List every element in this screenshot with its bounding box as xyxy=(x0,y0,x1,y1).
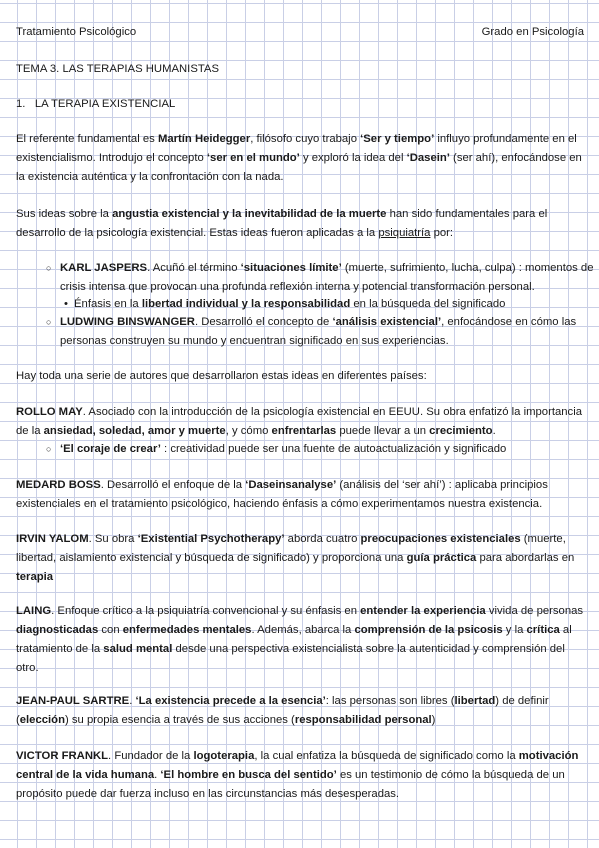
sub-item-jaspers: • Énfasis en la libertad individual y la responsabilidad en la búsqueda del significado xyxy=(16,295,599,314)
paragraph-medard-boss: MEDARD BOSS. Desarrolló el enfoque de la ‘Daseinsanalyse’ (análisis del ‘ser ahí’) : aplicaba principios existenciales en el tratamiento psicológico, haciendo énfasis a cómo experimentamos nuestra existencia. xyxy=(16,479,548,510)
list-item-binswanger: ○ LUDWING BINSWANGER. Desarrolló el concepto de ‘análisis existencial’, enfocándose en cómo las personas construyen su mundo y encuentran significado en sus experiencias. xyxy=(16,313,599,351)
paragraph-yalom: IRVIN YALOM. Su obra ‘Existential Psychotherapy’ aborda cuatro preocupaciones existenciales (muerte, libertad, aislamiento existencial y búsqueda de significado) y proporciona una guía práctica para abordarlas en terapia xyxy=(16,533,575,583)
page-header xyxy=(16,26,584,38)
topic-title: TEMA 3. LAS TERAPIAS HUMANISTAS xyxy=(16,63,219,75)
header-degree: Grado en Psicología xyxy=(481,26,584,38)
paragraph-angustia: Sus ideas sobre la angustia existencial y la inevitabilidad de la muerte han sido fundamentales para el desarrollo de la psicología existencial. Estas ideas fueron aplicadas a la psiquiatría por: xyxy=(16,208,548,239)
section-number: 1. xyxy=(16,98,26,110)
link-psiquiatria: psiquiatría xyxy=(378,227,431,239)
paragraph-heidegger: El referente fundamental es Martín Heidegger, filósofo cuyo trabajo ‘Ser y tiempo’ influyo profundamente en el existencialismo. Introdujo el concepto ‘ser en el mundo’ y exploró la idea del ‘Dasein’ (ser ahí), enfocándose en la existencia auténtica y la confrontación con la nada. xyxy=(16,133,582,183)
list-item-jaspers: ○ KARL JASPERS. Acuñó el término ‘situaciones límite’ (muerte, sufrimiento, lucha, culpa) : momentos de crisis intensa que provocan una profunda reflexión interna y potencial transformación personal. xyxy=(16,259,599,297)
paragraph-autores: Hay toda una serie de autores que desarrollaron estas ideas en diferentes países: xyxy=(16,370,427,382)
paragraph-rollo-may: ROLLO MAY. Asociado con la introducción de la psicología existencial en EEUU. Su obra enfatizó la importancia de la ansiedad, soledad, amor y muerte, y cómo enfrentarlas puede llevar a un crecimiento. xyxy=(16,406,582,437)
section-heading xyxy=(16,95,584,114)
header-subject: Tratamiento Psicológico xyxy=(16,26,137,38)
section-title: LA TERAPIA EXISTENCIAL xyxy=(34,98,176,110)
sub-item-rollo-may: ○ ‘El coraje de crear’ : creatividad puede ser una fuente de autoactualización y significado xyxy=(16,440,599,459)
paragraph-laing: LAING. Enfoque crítico a la psiquiatría convencional y su énfasis en entender la experiencia vivida de personas diagnosticadas con enfermedades mentales. Además, abarca la comprensión de la psicosis y la crítica al tratamiento de la salud mental desde una perspectiva existencialista sobre la autenticidad y comprensión del otro. xyxy=(16,605,584,674)
paragraph-sartre: JEAN-PAUL SARTRE. ‘La existencia precede a la esencia’: las personas son libres (libertad) de definir (elección) su propia esencia a través de sus acciones (responsabilidad personal) xyxy=(16,695,549,726)
paragraph-frankl: VICTOR FRANKL. Fundador de la logoterapia, la cual enfatiza la búsqueda de significado como la motivación central de la vida humana. ‘El hombre en busca del sentido’ es un testimonio de cómo la búsqueda de un propósito puede dar fuerza incluso en las circunstancias más desesperadas. xyxy=(16,750,579,800)
